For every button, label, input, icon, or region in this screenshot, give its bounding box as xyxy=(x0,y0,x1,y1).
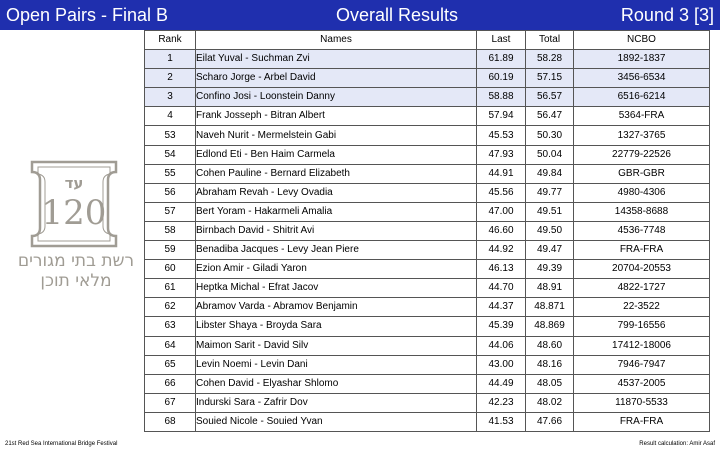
footer-event-name: 21st Red Sea International Bridge Festival xyxy=(5,441,118,447)
ncbo-cell: 6516-6214 xyxy=(574,88,710,107)
names-cell: Benadiba Jacques - Levy Jean Piere xyxy=(196,241,477,260)
table-header-row xyxy=(145,31,710,50)
total-score-cell: 49.84 xyxy=(526,164,574,183)
last-score-cell: 46.13 xyxy=(477,260,526,279)
logo-line-1: רשת בתי מגורים xyxy=(17,251,135,271)
round-indicator: Round 3 [3] xyxy=(620,5,714,25)
names-cell: Levin Noemi - Levin Dani xyxy=(196,355,477,374)
table-row xyxy=(145,107,710,126)
ncbo-cell: 11870-5533 xyxy=(574,393,710,412)
names-cell: Libster Shaya - Broyda Sara xyxy=(196,317,477,336)
names-cell: Souied Nicole - Souied Yvan xyxy=(196,412,477,431)
last-score-cell: 44.37 xyxy=(477,298,526,317)
total-score-cell: 50.30 xyxy=(526,126,574,145)
last-score-cell: 44.70 xyxy=(477,279,526,298)
table-row xyxy=(145,50,710,69)
ncbo-cell: 1892-1837 xyxy=(574,50,710,69)
rank-cell: 60 xyxy=(145,260,196,279)
total-score-cell: 48.869 xyxy=(526,317,574,336)
names-cell: Ezion Amir - Giladi Yaron xyxy=(196,260,477,279)
rank-cell: 57 xyxy=(145,202,196,221)
last-score-cell: 58.88 xyxy=(477,88,526,107)
names-cell: Edlond Eti - Ben Haim Carmela xyxy=(196,145,477,164)
total-score-cell: 49.50 xyxy=(526,221,574,240)
rank-cell: 66 xyxy=(145,374,196,393)
total-score-cell: 56.47 xyxy=(526,107,574,126)
logo-top-text: עד xyxy=(64,174,84,192)
table-row xyxy=(145,202,710,221)
last-score-cell: 47.93 xyxy=(477,145,526,164)
table-row xyxy=(145,355,710,374)
rank-cell: 54 xyxy=(145,145,196,164)
table-row xyxy=(145,145,710,164)
rank-cell: 67 xyxy=(145,393,196,412)
results-body xyxy=(145,50,710,432)
ncbo-cell: FRA-FRA xyxy=(574,241,710,260)
total-score-cell: 49.39 xyxy=(526,260,574,279)
last-score-cell: 44.49 xyxy=(477,374,526,393)
total-score-cell: 48.60 xyxy=(526,336,574,355)
col-header-rank: Rank xyxy=(145,31,196,50)
ncbo-cell: 4536-7748 xyxy=(574,221,710,240)
last-score-cell: 46.60 xyxy=(477,221,526,240)
rank-cell: 1 xyxy=(145,50,196,69)
names-cell: Maimon Sarit - David Silv xyxy=(196,336,477,355)
table-row xyxy=(145,241,710,260)
table-row xyxy=(145,221,710,240)
last-score-cell: 57.94 xyxy=(477,107,526,126)
ncbo-cell: 799-16556 xyxy=(574,317,710,336)
table-row xyxy=(145,69,710,88)
rank-cell: 65 xyxy=(145,355,196,374)
names-cell: Scharo Jorge - Arbel David xyxy=(196,69,477,88)
ncbo-cell: 4822-1727 xyxy=(574,279,710,298)
ncbo-cell: 5364-FRA xyxy=(574,107,710,126)
names-cell: Bert Yoram - Hakarmeli Amalia xyxy=(196,202,477,221)
total-score-cell: 49.77 xyxy=(526,183,574,202)
last-score-cell: 61.89 xyxy=(477,50,526,69)
rank-cell: 58 xyxy=(145,221,196,240)
page-title: Overall Results xyxy=(336,5,459,25)
total-score-cell: 48.02 xyxy=(526,393,574,412)
ncbo-cell: 17412-18006 xyxy=(574,336,710,355)
last-score-cell: 43.00 xyxy=(477,355,526,374)
rank-cell: 55 xyxy=(145,164,196,183)
rank-cell: 2 xyxy=(145,69,196,88)
rank-cell: 4 xyxy=(145,107,196,126)
ncbo-cell: 4537-2005 xyxy=(574,374,710,393)
last-score-cell: 44.06 xyxy=(477,336,526,355)
ncbo-cell: FRA-FRA xyxy=(574,412,710,431)
results-table xyxy=(144,30,710,432)
logo-line-2: מלאי תוכן xyxy=(40,271,112,290)
total-score-cell: 48.16 xyxy=(526,355,574,374)
last-score-cell: 45.39 xyxy=(477,317,526,336)
col-header-last: Last xyxy=(477,31,526,50)
total-score-cell: 57.15 xyxy=(526,69,574,88)
last-score-cell: 41.53 xyxy=(477,412,526,431)
last-score-cell: 45.53 xyxy=(477,126,526,145)
header-bar xyxy=(0,0,720,30)
last-score-cell: 45.56 xyxy=(477,183,526,202)
ncbo-cell: 22779-22526 xyxy=(574,145,710,164)
rank-cell: 59 xyxy=(145,241,196,260)
col-header-total: Total xyxy=(526,31,574,50)
rank-cell: 64 xyxy=(145,336,196,355)
ncbo-cell: 4980-4306 xyxy=(574,183,710,202)
table-row xyxy=(145,126,710,145)
total-score-cell: 49.51 xyxy=(526,202,574,221)
names-cell: Naveh Nurit - Mermelstein Gabi xyxy=(196,126,477,145)
table-row xyxy=(145,298,710,317)
col-header-names: Names xyxy=(196,31,477,50)
table-row xyxy=(145,164,710,183)
names-cell: Cohen Pauline - Bernard Elizabeth xyxy=(196,164,477,183)
logo-number: 120 xyxy=(41,193,107,233)
footer-credit: Result calculation: Amir Asaf xyxy=(639,441,715,447)
last-score-cell: 60.19 xyxy=(477,69,526,88)
table-row xyxy=(145,279,710,298)
names-cell: Indurski Sara - Zafrir Dov xyxy=(196,393,477,412)
total-score-cell: 50.04 xyxy=(526,145,574,164)
names-cell: Frank Josseph - Bitran Albert xyxy=(196,107,477,126)
rank-cell: 63 xyxy=(145,317,196,336)
total-score-cell: 49.47 xyxy=(526,241,574,260)
names-cell: Confino Josi - Loonstein Danny xyxy=(196,88,477,107)
table-row xyxy=(145,336,710,355)
total-score-cell: 58.28 xyxy=(526,50,574,69)
names-cell: Cohen David - Elyashar Shlomo xyxy=(196,374,477,393)
total-score-cell: 48.05 xyxy=(526,374,574,393)
rank-cell: 3 xyxy=(145,88,196,107)
table-row xyxy=(145,88,710,107)
col-header-ncbo: NCBO xyxy=(574,31,710,50)
rank-cell: 53 xyxy=(145,126,196,145)
total-score-cell: 48.871 xyxy=(526,298,574,317)
names-cell: Abramov Varda - Abramov Benjamin xyxy=(196,298,477,317)
table-row xyxy=(145,317,710,336)
table-row xyxy=(145,412,710,431)
names-cell: Eilat Yuval - Suchman Zvi xyxy=(196,50,477,69)
last-score-cell: 42.23 xyxy=(477,393,526,412)
ncbo-cell: 3456-6534 xyxy=(574,69,710,88)
rank-cell: 68 xyxy=(145,412,196,431)
ncbo-cell: 1327-3765 xyxy=(574,126,710,145)
ncbo-cell: 14358-8688 xyxy=(574,202,710,221)
last-score-cell: 44.92 xyxy=(477,241,526,260)
table-row xyxy=(145,393,710,412)
ncbo-cell: 22-3522 xyxy=(574,298,710,317)
names-cell: Abraham Revah - Levy Ovadia xyxy=(196,183,477,202)
total-score-cell: 47.66 xyxy=(526,412,574,431)
total-score-cell: 48.91 xyxy=(526,279,574,298)
ncbo-cell: GBR-GBR xyxy=(574,164,710,183)
last-score-cell: 47.00 xyxy=(477,202,526,221)
total-score-cell: 56.57 xyxy=(526,88,574,107)
names-cell: Heptka Michal - Efrat Jacov xyxy=(196,279,477,298)
rank-cell: 61 xyxy=(145,279,196,298)
event-title: Open Pairs - Final B xyxy=(6,5,169,25)
names-cell: Birnbach David - Shitrit Avi xyxy=(196,221,477,240)
sponsor-logo xyxy=(4,158,144,290)
table-row xyxy=(145,260,710,279)
rank-cell: 56 xyxy=(145,183,196,202)
ncbo-cell: 7946-7947 xyxy=(574,355,710,374)
table-row xyxy=(145,374,710,393)
rank-cell: 62 xyxy=(145,298,196,317)
table-row xyxy=(145,183,710,202)
ncbo-cell: 20704-20553 xyxy=(574,260,710,279)
last-score-cell: 44.91 xyxy=(477,164,526,183)
